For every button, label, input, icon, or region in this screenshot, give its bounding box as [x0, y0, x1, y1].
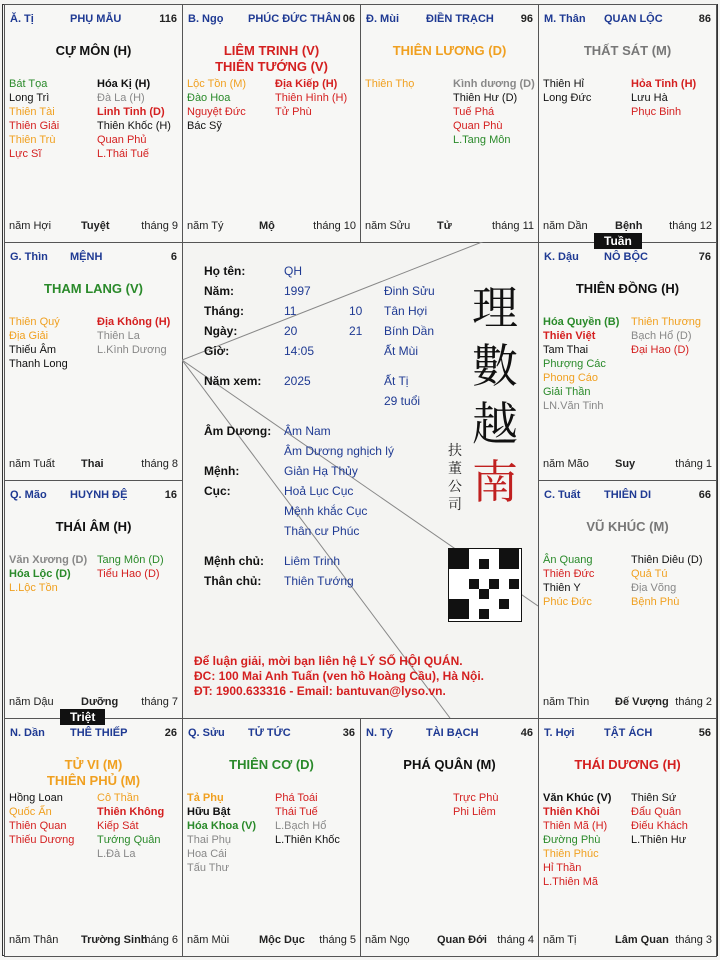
palace-cell-ngo[interactable]	[182, 4, 361, 243]
minor-star: Hoa Cái	[187, 848, 227, 860]
main-star: TỬ VI (M)	[64, 757, 123, 772]
palace-cell-dan[interactable]	[4, 718, 183, 957]
minor-stars-left	[187, 77, 273, 133]
minor-stars-left	[543, 553, 629, 609]
footer-stage: Thai	[81, 458, 104, 470]
footer-month: tháng 1	[675, 458, 712, 470]
minor-stars-left	[543, 315, 629, 413]
palace-footer	[365, 934, 534, 948]
minor-star: Thiên Thọ	[365, 78, 415, 90]
main-star: THIÊN CƠ (D)	[229, 757, 314, 772]
palace-cell-ty[interactable]	[4, 4, 183, 243]
palace-branch: Ă. Tị	[10, 13, 34, 25]
cuc-value: Hoả Lục Cục	[284, 484, 354, 498]
menh-value: Giản Hạ Thủy	[284, 464, 358, 478]
contact-line-2: ĐC: 100 Mai Anh Tuấn (ven hồ Hoàng Cầu), Hà Nội.	[194, 669, 485, 683]
palace-name: THIÊN DI	[604, 489, 652, 501]
minor-star: Quan Phủ	[97, 134, 147, 146]
minor-star: LN.Văn Tinh	[543, 400, 604, 412]
minor-star: L.Đà La	[97, 848, 136, 860]
palace-footer	[187, 220, 356, 234]
palace-cell-hoi[interactable]	[538, 718, 717, 957]
minor-star: Văn Khúc (V)	[543, 792, 612, 804]
main-stars	[539, 281, 716, 297]
main-stars	[361, 757, 538, 773]
minor-star: Lưu Hà	[631, 92, 668, 104]
main-stars	[539, 757, 716, 773]
minor-star: Thiên Y	[543, 582, 581, 594]
palace-branch: Q. Mão	[10, 489, 47, 501]
minor-star: Hỉ Thần	[543, 862, 582, 874]
footer-year: năm Tý	[187, 220, 224, 232]
gio-can-chi: Ất Mùi	[384, 344, 419, 358]
palace-footer	[187, 934, 356, 948]
minor-star: Thiên Tài	[9, 106, 55, 118]
main-star: LIÊM TRINH (V)	[223, 43, 320, 58]
minor-star: Thiên La	[97, 330, 140, 342]
minor-star: L.Kình Dương	[97, 344, 167, 356]
nam-label: Năm:	[204, 284, 235, 298]
cuc-relation: Mệnh khắc Cục	[284, 504, 368, 518]
main-star: CỰ MÔN (H)	[55, 43, 132, 58]
palace-header	[10, 251, 177, 265]
minor-star: Trực Phù	[453, 792, 499, 804]
menh-chu-label: Mệnh chủ:	[204, 554, 264, 568]
minor-star: Quả Tú	[631, 568, 668, 580]
minor-stars-right	[631, 791, 720, 847]
palace-footer	[543, 220, 712, 234]
minor-star: Bát Tọa	[9, 78, 48, 90]
ngay-value: 20	[284, 324, 298, 338]
footer-year: năm Tị	[543, 934, 577, 946]
footer-month: tháng 3	[675, 934, 712, 946]
footer-stage: Tử	[437, 220, 452, 232]
footer-month: tháng 11	[491, 220, 534, 232]
thang-am-lich: 10	[349, 304, 363, 318]
menh-label: Mệnh:	[204, 464, 240, 478]
minor-star: Đường Phù	[543, 834, 601, 846]
footer-month: tháng 9	[141, 220, 178, 232]
minor-stars-right	[631, 553, 720, 609]
qr-code-icon[interactable]	[448, 548, 522, 622]
nam-can-chi: Đinh Sửu	[384, 284, 435, 298]
minor-star: Bạch Hổ (D)	[631, 330, 692, 342]
footer-year: năm Thìn	[543, 696, 590, 708]
palace-branch: Q. Sửu	[188, 727, 225, 739]
main-star: THIÊN LƯƠNG (D)	[392, 43, 507, 58]
footer-month: tháng 10	[313, 220, 356, 232]
footer-month: tháng 12	[669, 220, 712, 232]
than-chu-label: Thân chủ:	[204, 574, 262, 588]
palace-name: TỬ TỨC	[248, 727, 291, 739]
minor-star: Thiên Diêu (D)	[631, 554, 703, 566]
footer-year: năm Thân	[9, 934, 59, 946]
minor-star: Tam Thai	[543, 344, 589, 356]
minor-star: Hỏa Tinh (H)	[631, 78, 697, 90]
minor-star: Hóa Lộc (D)	[9, 568, 71, 580]
minor-star: Kình dương (D)	[453, 78, 535, 90]
am-duong-label: Âm Dương:	[204, 424, 272, 438]
palace-number: 16	[164, 489, 177, 501]
palace-branch: B. Ngọ	[188, 13, 224, 25]
main-star: THIÊN TƯỚNG (V)	[215, 59, 328, 74]
minor-star: Thiếu Dương	[9, 834, 75, 846]
minor-star: Hóa Kị (H)	[97, 78, 151, 90]
palace-footer	[9, 458, 178, 472]
minor-star: Phong Cáo	[543, 372, 599, 384]
footer-stage: Tuyệt	[81, 220, 110, 232]
minor-star: Bệnh Phù	[631, 596, 680, 608]
minor-star: Quốc Ấn	[9, 806, 52, 818]
ho-ten-label: Họ tên:	[204, 264, 246, 278]
calligraphy-seal: 南	[472, 455, 518, 509]
palace-header	[10, 489, 177, 503]
minor-star: Văn Xương (D)	[9, 554, 88, 566]
palace-branch: Đ. Mùi	[366, 13, 399, 25]
palace-cell-ty2[interactable]	[360, 718, 539, 957]
minor-star: Tấu Thư	[187, 862, 230, 874]
tuan-tag: Tuần	[594, 233, 642, 249]
footer-stage: Lâm Quan	[615, 934, 669, 946]
minor-star: Tiểu Hao (D)	[97, 568, 160, 580]
palace-cell-tuat[interactable]	[538, 480, 717, 719]
menh-chu-value: Liêm Trinh	[284, 554, 341, 568]
minor-stars-left	[187, 791, 273, 875]
ngay-can-chi: Bính Dần	[384, 324, 435, 338]
minor-star: Thiên Hư (D)	[453, 92, 518, 104]
minor-star: Nguyệt Đức	[187, 106, 246, 118]
palace-footer	[9, 696, 178, 710]
triet-tag: Triệt	[60, 709, 105, 725]
thang-can-chi: Tân Hợi	[384, 304, 428, 318]
palace-cell-mui[interactable]	[360, 4, 539, 243]
palace-branch: G. Thìn	[10, 251, 48, 263]
contact-line-1: Để luận giải, mời bạn liên hệ LÝ SỐ HỘI QUÁN.	[194, 654, 463, 668]
minor-star: Địa Võng	[631, 582, 677, 594]
palace-header	[544, 13, 711, 27]
minor-star: Thiên Phúc	[543, 848, 599, 860]
palace-name: NÔ BỘC	[604, 251, 648, 263]
calligraphy-side-text: 扶董公司	[448, 443, 462, 513]
main-stars	[5, 281, 182, 297]
footer-year: năm Dậu	[9, 696, 54, 708]
calligraphy-char-3: 越	[472, 397, 518, 451]
palace-footer	[543, 458, 712, 472]
minor-stars-right	[631, 77, 720, 119]
footer-month: tháng 6	[141, 934, 178, 946]
minor-stars-left	[365, 77, 451, 91]
palace-footer	[365, 220, 534, 234]
nam-xem-label: Năm xem:	[204, 374, 262, 388]
minor-star: Địa Kiếp (H)	[275, 78, 338, 90]
minor-star: Địa Không (H)	[97, 316, 171, 328]
minor-star: Quan Phù	[453, 120, 503, 132]
palace-branch: K. Dậu	[544, 251, 579, 263]
cuc-label: Cục:	[204, 484, 231, 498]
minor-star: L.Bạch Hổ	[275, 820, 327, 832]
minor-star: Thái Tuế	[275, 806, 318, 818]
minor-star: Hồng Loan	[9, 792, 63, 804]
footer-stage: Trường Sinh	[81, 934, 148, 946]
nam-xem-value: 2025	[284, 374, 311, 388]
minor-star: Bác Sỹ	[187, 120, 222, 132]
ngay-am-lich: 21	[349, 324, 363, 338]
footer-stage: Mộ	[259, 220, 275, 232]
main-stars	[183, 43, 360, 75]
palace-branch: T. Hợi	[544, 727, 575, 739]
thang-value: 11	[284, 304, 297, 318]
minor-star: L.Thiên Hư	[631, 834, 687, 846]
minor-star: L.Lộc Tồn	[9, 582, 58, 594]
footer-year: năm Dần	[543, 220, 588, 232]
palace-header	[188, 727, 355, 741]
minor-star: Thiên Mã (H)	[543, 820, 608, 832]
footer-stage: Quan Đới	[437, 934, 487, 946]
minor-star: Phá Toái	[275, 792, 318, 804]
footer-stage: Đế Vượng	[615, 696, 669, 708]
minor-stars-left	[9, 315, 95, 371]
contact-line-3: ĐT: 1900.633316 - Email: bantuvan@lyso.vn.	[194, 684, 446, 698]
footer-month: tháng 5	[319, 934, 356, 946]
minor-stars-left	[543, 77, 629, 105]
palace-footer	[543, 696, 712, 710]
gio-label: Giờ:	[204, 344, 230, 358]
minor-star: Long Trì	[9, 92, 50, 104]
palace-name: TẬT ÁCH	[604, 727, 653, 739]
main-stars	[539, 43, 716, 59]
minor-star: Tang Môn (D)	[97, 554, 164, 566]
main-star: THÁI ÂM (H)	[55, 519, 132, 534]
tuoi-value: 29 tuổi	[384, 394, 421, 408]
minor-star: Thanh Long	[9, 358, 68, 370]
ho-ten-value: QH	[284, 264, 302, 278]
minor-star: L.Thái Tuế	[97, 148, 149, 160]
calligraphy-char-2: 數	[472, 339, 518, 393]
minor-star: Đại Hao (D)	[631, 344, 690, 356]
nam-xem-can-chi: Ất Tị	[384, 374, 409, 388]
palace-name: HUYNH ĐỆ	[70, 489, 128, 501]
palace-cell-suu[interactable]	[182, 718, 361, 957]
am-duong-note: Âm Dương nghịch lý	[284, 444, 394, 458]
minor-star: Ân Quang	[543, 554, 593, 566]
minor-star: Phi Liêm	[453, 806, 496, 818]
minor-star: Giải Thần	[543, 386, 591, 398]
palace-footer	[9, 220, 178, 234]
minor-star: Thiên Sứ	[631, 792, 677, 804]
minor-star: L.Thiên Khốc	[275, 834, 340, 846]
palace-footer	[543, 934, 712, 948]
minor-star: Tướng Quân	[97, 834, 161, 846]
minor-star: Địa Giải	[9, 330, 49, 342]
palace-name: PHỤ MẪU	[70, 13, 122, 25]
minor-star: Kiếp Sát	[97, 820, 139, 832]
palace-number: 06	[342, 13, 355, 25]
minor-star: Tả Phụ	[187, 792, 224, 804]
footer-year: năm Ngọ	[365, 934, 410, 946]
minor-star: Thiên Khốc (H)	[97, 120, 171, 132]
minor-star: Hóa Khoa (V)	[187, 820, 257, 832]
minor-star: Thiên Thương	[631, 316, 702, 328]
minor-star: L.Tang Môn	[453, 134, 511, 146]
minor-star: Thiên Không	[97, 806, 165, 818]
contact-block	[194, 654, 534, 699]
main-stars	[361, 43, 538, 59]
minor-star: Thiên Quan	[9, 820, 67, 832]
minor-star: L.Thiên Mã	[543, 876, 599, 888]
than-chu-value: Thiên Tướng	[284, 574, 354, 588]
palace-number: 116	[159, 13, 177, 25]
palace-name: QUAN LỘC	[604, 13, 663, 25]
palace-header	[544, 251, 711, 265]
center-info-panel	[182, 242, 538, 718]
palace-branch: C. Tuất	[544, 489, 581, 501]
palace-branch: N. Dần	[10, 727, 45, 739]
footer-year: năm Sửu	[365, 220, 411, 232]
palace-name: TÀI BẠCH	[426, 727, 479, 739]
main-stars	[539, 519, 716, 535]
minor-star: Phượng Các	[543, 358, 606, 370]
palace-number: 86	[698, 13, 711, 25]
minor-star: Đào Hoa	[187, 92, 231, 104]
ngay-label: Ngày:	[204, 324, 238, 338]
nam-value: 1997	[284, 284, 311, 298]
footer-stage: Mộc Dục	[259, 934, 305, 946]
am-duong-value: Âm Nam	[284, 424, 331, 438]
minor-star: Thiếu Âm	[9, 344, 57, 356]
palace-number: 66	[698, 489, 711, 501]
footer-month: tháng 2	[675, 696, 712, 708]
minor-stars-left	[543, 791, 629, 889]
palace-cell-than[interactable]	[538, 4, 717, 243]
palace-name: ĐIỀN TRẠCH	[426, 13, 494, 25]
palace-name: THÊ THIẾP	[70, 727, 128, 739]
palace-cell-thin[interactable]	[4, 242, 183, 481]
minor-stars-right	[275, 77, 365, 119]
palace-footer	[9, 934, 178, 948]
minor-star: Lực Sĩ	[9, 148, 42, 160]
minor-star: Thiên Giải	[9, 120, 60, 132]
minor-stars-right	[97, 553, 187, 581]
palace-header	[10, 13, 177, 27]
palace-number: 26	[164, 727, 177, 739]
main-stars	[5, 757, 182, 789]
minor-stars-right	[453, 77, 543, 147]
minor-star: Đẩu Quân	[631, 806, 682, 818]
main-star: THẤT SÁT (M)	[583, 43, 672, 58]
minor-stars-right	[97, 315, 187, 357]
palace-number: 6	[170, 251, 177, 263]
main-star: PHÁ QUÂN (M)	[403, 757, 496, 772]
palace-header	[544, 727, 711, 741]
footer-year: năm Mão	[543, 458, 589, 470]
palace-name: MỆNH	[70, 251, 103, 263]
minor-star: Lộc Tồn (M)	[187, 78, 247, 90]
main-star: THIÊN ĐỒNG (H)	[575, 281, 680, 296]
footer-stage: Suy	[615, 458, 636, 470]
palace-number: 46	[520, 727, 533, 739]
minor-star: Tuế Phá	[453, 106, 495, 118]
thang-label: Tháng:	[204, 304, 244, 318]
minor-star: Thiên Hình (H)	[275, 92, 348, 104]
palace-branch: M. Thân	[544, 13, 586, 25]
palace-number: 96	[520, 13, 533, 25]
gio-value: 14:05	[284, 344, 315, 358]
palace-cell-dau[interactable]	[538, 242, 717, 481]
palace-header	[188, 13, 355, 27]
minor-stars-right	[97, 791, 187, 861]
minor-star: Thiên Hỉ	[543, 78, 584, 90]
footer-year: năm Hợi	[9, 220, 52, 232]
palace-name: PHÚC ĐỨC THÂN	[248, 13, 341, 25]
minor-star: Thiên Trù	[9, 134, 56, 146]
minor-star: Thai Phụ	[187, 834, 232, 846]
minor-stars-left	[9, 553, 95, 595]
palace-branch: N. Tý	[366, 727, 393, 739]
minor-stars-right	[275, 791, 365, 847]
minor-star: Đà La (H)	[97, 92, 145, 104]
minor-star: Thiên Khôi	[543, 806, 600, 818]
palace-number: 76	[698, 251, 711, 263]
minor-star: Thiên Việt	[543, 330, 596, 342]
footer-stage: Bệnh	[615, 220, 643, 232]
calligraphy-char-1: 理	[472, 281, 518, 335]
minor-stars-right	[97, 77, 187, 161]
footer-stage: Dưỡng	[81, 696, 119, 708]
palace-header	[366, 727, 533, 741]
main-star: THAM LANG (V)	[44, 281, 143, 296]
palace-number: 36	[342, 727, 355, 739]
minor-star: Phúc Đức	[543, 596, 592, 608]
minor-star: Hóa Quyền (B)	[543, 316, 620, 328]
minor-star: Linh Tinh (D)	[97, 106, 165, 118]
main-star: THIÊN PHỦ (M)	[46, 773, 141, 788]
minor-star: Thiên Đức	[543, 568, 595, 580]
minor-stars-right	[631, 315, 720, 357]
minor-star: Long Đức	[543, 92, 592, 104]
palace-number: 56	[698, 727, 711, 739]
minor-star: Tử Phù	[275, 106, 312, 118]
footer-year: năm Mùi	[187, 934, 230, 946]
minor-star: Cô Thần	[97, 792, 139, 804]
minor-star: Hữu Bật	[187, 806, 231, 818]
main-stars	[5, 43, 182, 59]
main-stars	[183, 757, 360, 773]
minor-stars-left	[9, 791, 95, 847]
main-star: VŨ KHÚC (M)	[586, 519, 669, 534]
footer-month: tháng 4	[497, 934, 534, 946]
minor-star: Điếu Khách	[631, 820, 688, 832]
minor-star: Thiên Quý	[9, 316, 60, 328]
footer-month: tháng 8	[141, 458, 178, 470]
palace-header	[10, 727, 177, 741]
footer-year: năm Tuất	[9, 458, 55, 470]
palace-cell-mao[interactable]	[4, 480, 183, 719]
minor-stars-right	[453, 791, 543, 819]
main-stars	[5, 519, 182, 535]
palace-header	[544, 489, 711, 503]
footer-month: tháng 7	[141, 696, 178, 708]
minor-stars-left	[9, 77, 95, 161]
palace-header	[366, 13, 533, 27]
minor-star: Phục Binh	[631, 106, 682, 118]
than-cu: Thân cư Phúc	[284, 524, 360, 538]
main-star: THÁI DƯƠNG (H)	[574, 757, 681, 772]
